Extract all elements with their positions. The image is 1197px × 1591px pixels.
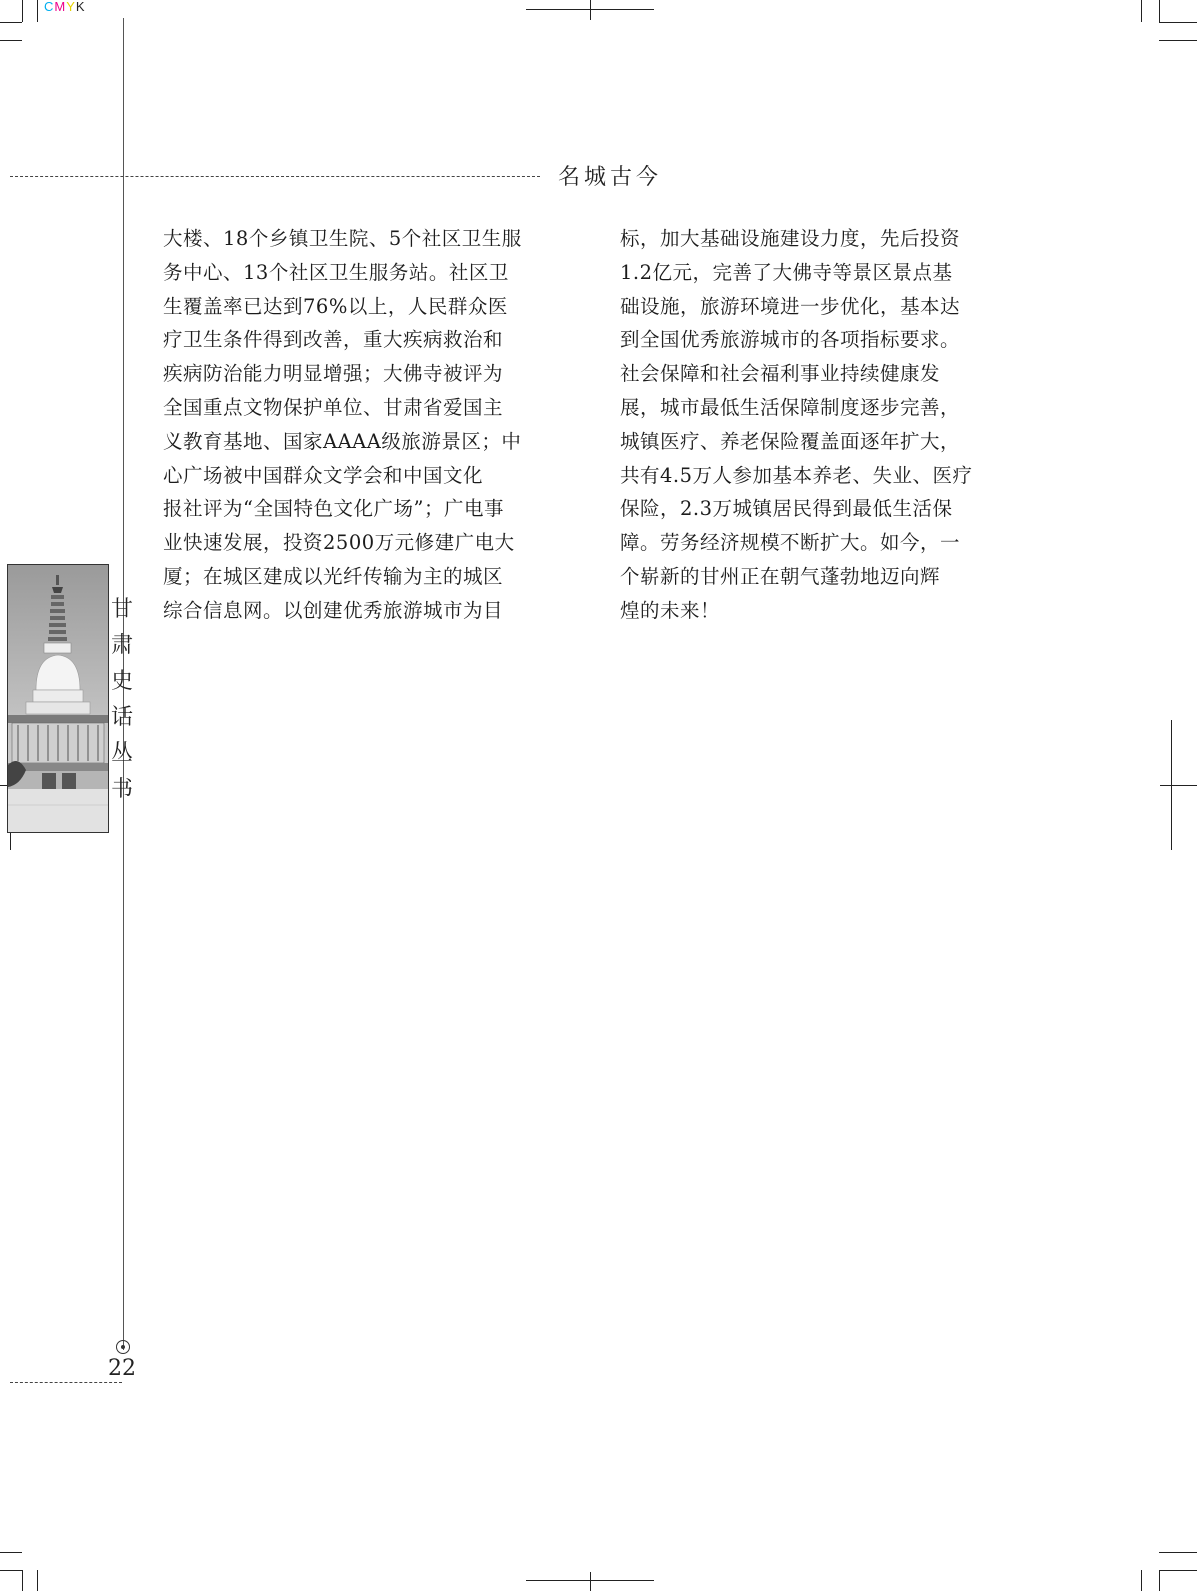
text-line: 生覆盖率已达到76%以上，人民群众医: [163, 294, 508, 318]
series-char: 甘: [110, 597, 133, 622]
page-number-ornament-icon: [116, 1340, 130, 1354]
series-title: [110, 592, 134, 808]
crop-mark-tl-h: [0, 22, 22, 23]
cmyk-registration-mark: [44, 0, 86, 14]
text-line: 础设施，旅游环境进一步优化，基本达: [620, 294, 961, 318]
crop-mark-bottom-center-v: [590, 1572, 591, 1591]
stupa-illustration: [8, 565, 108, 832]
series-char: 丛: [110, 741, 133, 766]
series-char: 肃: [110, 633, 133, 658]
crop-mark-br-v: [1141, 1570, 1142, 1591]
text-line: 业快速发展，投资2500万元修建广电大: [163, 531, 515, 555]
crop-mark-bl-h2: [0, 1570, 22, 1571]
crop-mark-bl-v: [22, 1570, 23, 1591]
crop-mark-br-h: [1159, 1552, 1197, 1553]
text-line: 心广场被中国群众文学会和中国文化: [163, 463, 484, 487]
footer-dashed-rule: [10, 1382, 122, 1383]
cmyk-m: M: [54, 0, 67, 14]
series-char: 书: [110, 777, 133, 802]
text-line: 标，加大基础设施建设力度，先后投资: [620, 227, 961, 250]
series-char: 话: [110, 705, 133, 730]
crop-mark-tr-v: [1141, 0, 1142, 22]
series-char: 史: [110, 669, 133, 694]
body-left-column: [163, 222, 573, 628]
text-line: 全国重点文物保护单位、甘肃省爱国主: [163, 395, 504, 419]
text-line: 厦；在城区建成以光纤传输为主的城区: [163, 564, 504, 588]
text-line: 疾病防治能力明显增强；大佛寺被评为: [163, 362, 504, 386]
crop-mark-top-center-v: [590, 0, 591, 20]
text-line: 务中心、13个社区卫生服务站。社区卫: [163, 260, 509, 284]
text-line: 疗卫生条件得到改善，重大疾病救治和: [163, 328, 504, 352]
body-right-column: [620, 222, 1030, 628]
text-line: 障。劳务经济规模不断扩大。如今，一: [620, 531, 961, 555]
text-line: 报社评为“全国特色文化广场”；广电事: [163, 497, 504, 521]
cmyk-c: C: [44, 0, 55, 14]
text-line: 煌的未来！: [620, 598, 721, 622]
text-line: 个崭新的甘州正在朝气蓬勃地迈向辉: [620, 564, 941, 588]
text-line: 综合信息网。以创建优秀旅游城市为目: [163, 598, 504, 622]
text-line: 义教育基地、国家AAAA级旅游景区；中: [163, 429, 522, 453]
crop-mark-bl-h: [0, 1552, 22, 1553]
cmyk-y: Y: [66, 0, 76, 14]
header-dashed-rule: [10, 176, 540, 177]
text-line: 保险，2.3万城镇居民得到最低生活保: [620, 497, 953, 521]
text-line: 大楼、18个乡镇卫生院、5个社区卫生服: [163, 227, 522, 250]
text-line: 1.2亿元，完善了大佛寺等景区景点基: [620, 260, 953, 284]
crop-mark-tl-v2: [22, 0, 23, 22]
text-line: 城镇医疗、养老保险覆盖面逐年扩大，: [620, 429, 961, 453]
crop-mark-tr-v2: [1159, 0, 1160, 22]
crop-mark-tl-h2: [0, 40, 22, 41]
stupa-photo: [7, 564, 109, 833]
text-line: 共有4.5万人参加基本养老、失业、医疗: [620, 463, 973, 487]
crop-mark-right-mid-h: [1160, 785, 1197, 786]
text-line: 到全国优秀旅游城市的各项指标要求。: [620, 328, 961, 352]
crop-mark-bl-v2: [37, 1570, 38, 1591]
running-title: 名城古今: [558, 165, 663, 190]
text-line: 展，城市最低生活保障制度逐步完善，: [620, 395, 961, 419]
text-line: 社会保障和社会福利事业持续健康发: [620, 362, 941, 386]
crop-mark-tl-v: [37, 0, 38, 22]
crop-mark-tr-h2: [1159, 40, 1197, 41]
crop-mark-tr-h: [1159, 22, 1197, 23]
crop-mark-br-h2: [1159, 1570, 1197, 1571]
crop-mark-br-v2: [1159, 1570, 1160, 1591]
page-number: 22: [108, 1356, 136, 1381]
cmyk-k: K: [75, 0, 86, 14]
